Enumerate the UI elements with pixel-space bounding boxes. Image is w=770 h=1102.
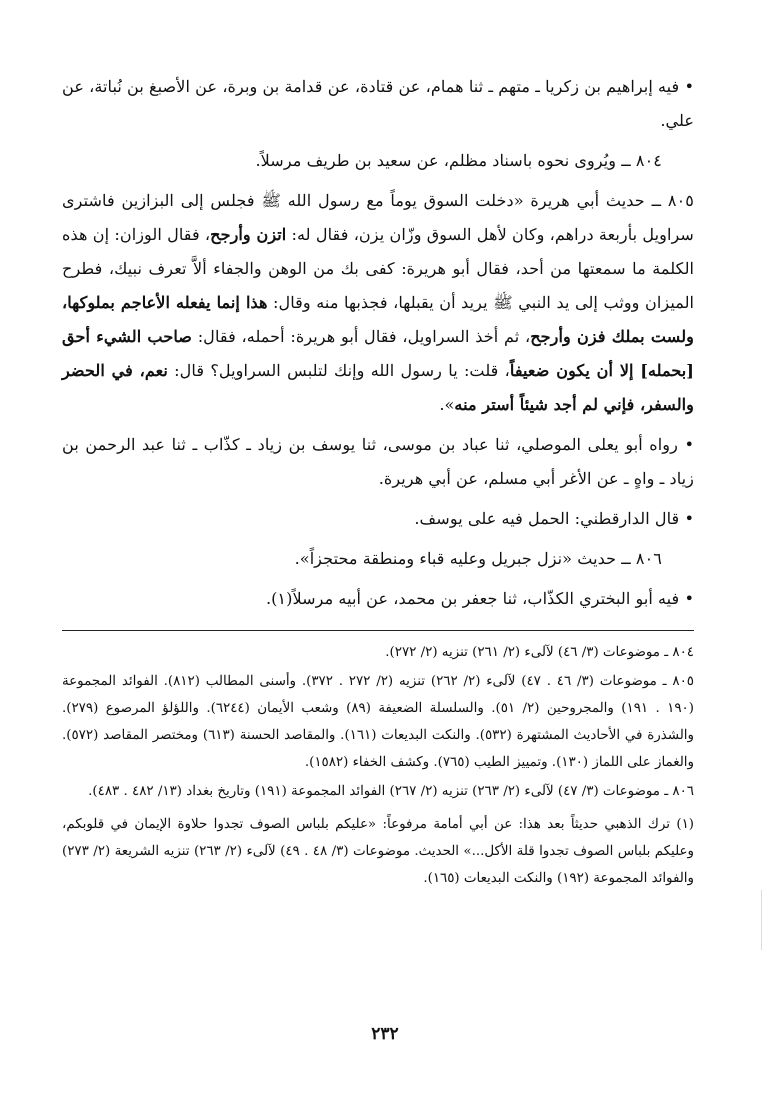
hadith-805-text-2: ، فقال الوزان: إن هذه الكلمة ما سمعتها من أحد، فقال أبو هريرة: كفى بك من الوهن والجفاء ألاَّ تعرف نبيك، فطرح الميزان ووثب إلى يد النبي ﷺ يريد أن يقبلها، فجذبها منه وقال: xyxy=(62,225,694,312)
hadith-804: ٨٠٤ ــ ويُروى نحوه باسناد مظلم، عن سعيد بن طريف مرسلاً. xyxy=(255,151,662,170)
hadith-805-bold-1: اتزن وأرجح xyxy=(210,225,287,244)
footnote-806: ٨٠٦ ـ موضوعات (٣/ ٤٧) لآلىء (٢/ ٢٦٣) تنزيه (٢/ ٢٦٧) الفوائد المجموعة (١٩١) وتاريخ بغداد (١٣/ ٤٨٢ . ٤٨٣). xyxy=(88,784,694,799)
paragraph-804-source: • فيه إبراهيم بن زكريا ـ متهم ـ ثنا همام، عن قتادة، عن قدامة بن وبرة، عن الأصبغ بن نُباتة، عن علي. xyxy=(62,77,694,130)
footnote-804: ٨٠٤ ـ موضوعات (٣/ ٤٦) لآلىء (٢/ ٢٦١) تنزيه (٢/ ٢٧٢). xyxy=(385,645,694,660)
hadith-805-text-5: ». xyxy=(439,395,455,414)
page-edge-mark xyxy=(761,890,762,950)
hadith-805-text-4: ، قلت: يا رسول الله وإنك لتلبس السراويل؟ قال: xyxy=(167,361,510,380)
paragraph-805-source: • رواه أبو يعلى الموصلي، ثنا عباد بن موسى، ثنا يوسف بن زياد ـ كذّاب ـ ثنا عبد الرحمن بن زياد ـ واهٍ ـ عن الأغر أبي مسلم، عن أبي هريرة. xyxy=(62,435,694,488)
footnote-805: ٨٠٥ ـ موضوعات (٣/ ٤٦ . ٤٧) لآلىء (٢/ ٢٦٢) تنزيه (٢/ ٢٧٢ . ٣٧٢). وأسنى المطالب (٨١٢). الفوائد المجموعة (١٩٠ . ١٩١) والمجروحين (٢/ ٥١). والسلسلة الضعيفة (٨٩) وشعب الأيمان (٦٢٤٤). واللؤلؤ المرصوع (٢٧٩). والشذرة في الأحاديث المشتهرة (٥٣٢). والنكت البديعات (١٦١). والمقاصد الحسنة (٦١٣) ومختصر المقاصد (٥٧٢). والغماز على اللماز (١٣٠). وتمييز الطيب (٧٦٥). وكشف الخفاء (١٥٨٢). xyxy=(62,674,694,770)
hadith-805-text-1: ٨٠٥ ــ حديث أبي هريرة «دخلت السوق يوماً مع رسول الله ﷺ فجلس إلى البزازين فاشترى سراويل بأربعة دراهم، وكان لأهل السوق وزّان يزن، فقال له: xyxy=(62,191,694,244)
hadith-805-bold-3: صاحب الشيء أحق [بحمله] إلا أن يكون ضعيفاً xyxy=(62,327,694,380)
main-text xyxy=(62,70,694,616)
hadith-805-bold-2: هذا إنما يفعله الأعاجم بملوكها، ولست بملك فزن وأرجح xyxy=(62,293,694,346)
page-body xyxy=(62,70,694,894)
hadith-805-bold-4: نعم، في الحضر والسفر، فإني لم أجد شيئاً أستر منه xyxy=(62,361,694,414)
footnotes xyxy=(62,639,694,892)
hadith-806: ٨٠٦ ــ حديث «نزل جبريل وعليه قباء ومنطقة محتجزاً». xyxy=(294,549,662,568)
hadith-805 xyxy=(62,184,694,422)
paragraph-806-source: • فيه أبو البختري الكذّاب، ثنا جعفر بن محمد، عن أبيه مرسلاً(١). xyxy=(265,589,694,608)
footnote-1: (١) ترك الذهبي حديثاً بعد هذا: عن أبي أمامة مرفوعاً: «عليكم بلباس الصوف تجدوا حلاوة الإيمان في قلوبكم، وعليكم بلباس الصوف تجدوا قلة الأكل...» الحديث. موضوعات (٣/ ٤٨ . ٤٩) لآلىء (٢/ ٢٦٣) تنزيه الشريعة (٢/ ٢٧٣) والفوائد المجموعة (١٩٢) والنكت البديعات (١٦٥). xyxy=(62,817,694,886)
paragraph-805-comment: • قال الدارقطني: الحمل فيه على يوسف. xyxy=(414,509,694,528)
footnote-divider xyxy=(62,630,694,631)
hadith-805-text-3: ، ثم أخذ السراويل، فقال أبو هريرة: أحمله، فقال: xyxy=(192,327,531,346)
page-number: ٢٣٢ xyxy=(371,1024,399,1044)
